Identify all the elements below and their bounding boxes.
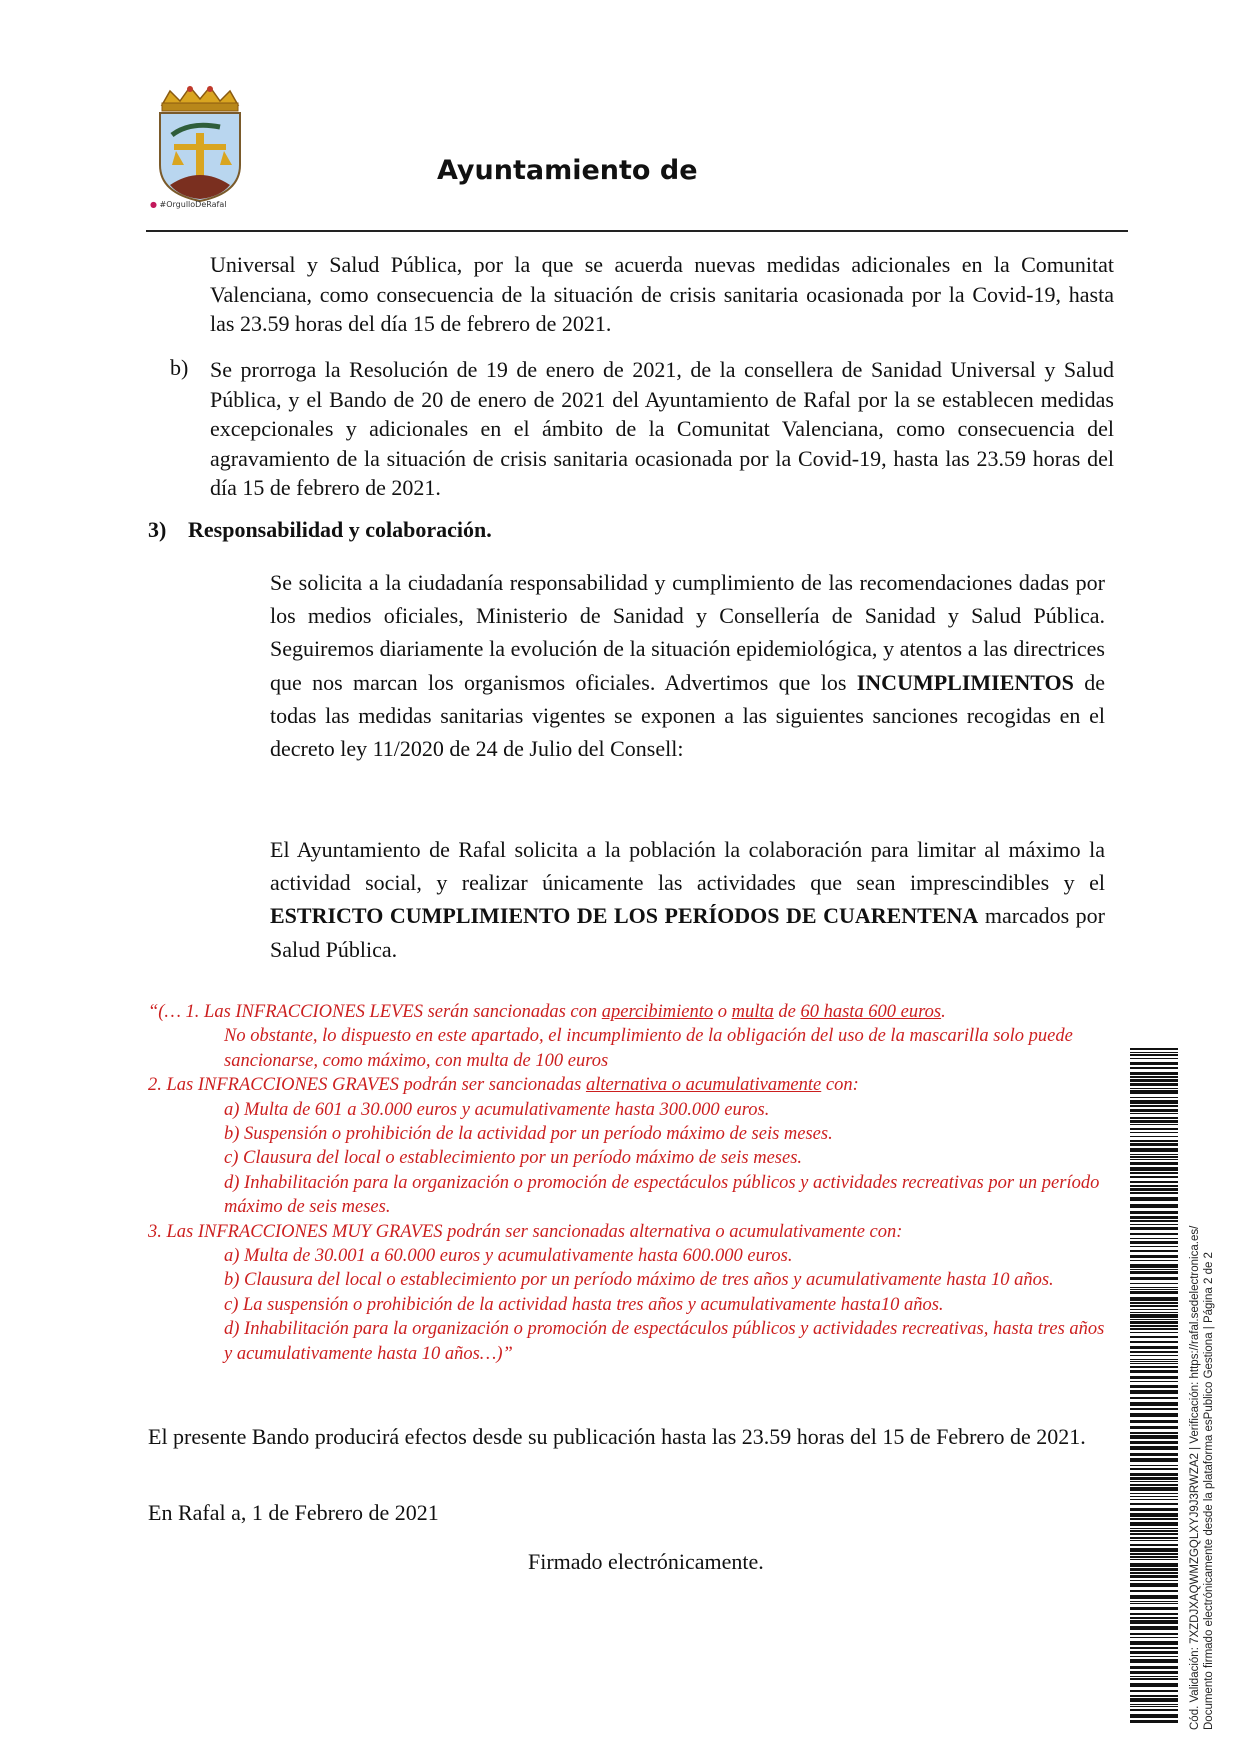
- validation-code-line: Cód. Validación: 7XZDJXAQWMZGQLXYJ9J3RWZA2 | Verificación: https://rafal.sedelectronica.es/: [1189, 1225, 1201, 1730]
- quote-item: b) Suspensión o prohibición de la actividad por un período máximo de seis meses.: [224, 1124, 833, 1145]
- signature-platform-line: Documento firmado electrónicamente desde la plataforma esPublico Gestiona | Página 2 de 2: [1203, 1252, 1215, 1730]
- signature-note: Firmado electrónicamente.: [528, 1549, 764, 1574]
- quote-item: d) Inhabilitación para la organización o promoción de espectáculos públicos y actividades recreativas por un período máximo de seis meses.: [224, 1172, 1100, 1218]
- municipal-crest-logo: [150, 85, 250, 205]
- quote-very-serious-infractions: 3. Las INFRACCIONES MUY GRAVES podrán ser sancionadas alternativa o acumulativamente con:: [148, 1221, 903, 1242]
- social-icons: ●: [150, 200, 160, 209]
- page-title: Ayuntamiento de: [437, 155, 698, 186]
- quote-item: a) Multa de 30.001 a 60.000 euros y acumulativamente hasta 600.000 euros.: [224, 1246, 793, 1267]
- paragraph-a-continuation: Universal y Salud Pública, por la que se acuerda nuevas medidas adicionales en la Comunitat Valenciana, como consecuencia de la situación de crisis sanitaria ocasionada por la Covid-19, hasta las 23.59 horas del día 15 de febrero de 2021.: [210, 252, 1114, 336]
- quote-mask-note: No obstante, lo dispuesto en este apartado, el incumplimiento de la obligación del uso de la mascarilla solo puede sancionarse, como máximo, con multa de 100 euros: [224, 1026, 1073, 1071]
- collaboration-paragraph: El Ayuntamiento de Rafal solicita a la población la colaboración para limitar al máximo la actividad social, y realizar únicamente las actividades que sean imprescindibles y el ESTRICTO CUMPLIMIENTO DE LOS PERÍODOS DE CUARENTENA marcados por Salud Pública.: [270, 837, 1106, 962]
- list-label-b: b): [170, 355, 189, 380]
- social-hashtag: ● #OrgulloDeRafal: [150, 200, 227, 209]
- section-heading: Responsabilidad y colaboración.: [188, 517, 492, 542]
- section-number: 3): [148, 517, 167, 542]
- responsibility-paragraph: Se solicita a la ciudadanía responsabilidad y cumplimiento de las recomendaciones dadas por los medios oficiales, Ministerio de Sanidad y Consellería de Sanidad y Salud Pública. Seguiremos diariamente la evolución de la situación epidemiológica, y atentos a las directrices que nos marcan los organismos oficiales. Advertimos que los INCUMPLIMIENTOS de todas las medidas sanitarias vigentes se exponen a las siguientes sanciones recogidas en el decreto ley 11/2020 de 24 de Julio del Consell:: [270, 570, 1106, 762]
- quote-serious-infractions: 2. Las INFRACCIONES GRAVES podrán ser sancionadas alternativa o acumulativamente con:: [148, 1075, 859, 1096]
- quote-item: b) Clausura del local o establecimiento por un período máximo de tres años y acumulativamente hasta 10 años.: [224, 1270, 1054, 1291]
- header-divider: [146, 230, 1128, 232]
- validation-barcode: [1130, 1048, 1178, 1723]
- place-date: En Rafal a, 1 de Febrero de 2021: [148, 1500, 439, 1525]
- validation-stamp-text: [1188, 1226, 1216, 1730]
- quote-minor-infractions: “(… 1. Las INFRACCIONES LEVES serán sancionadas con apercibimiento o multa de 60 hasta 600 euros.: [148, 1002, 946, 1022]
- list-item-b: Se prorroga la Resolución de 19 de enero de 2021, de la consellera de Sanidad Universal y Salud Pública, y el Bando de 20 de enero de 2021 del Ayuntamiento de Rafal por la se establecen medidas excepcionales y adicionales en el ámbito de la Comunitat Valenciana, como consecuencia del agravamiento de la situación de crisis sanitaria ocasionada por la Covid-19, hasta las 23.59 horas del día 15 de febrero de 2021.: [210, 357, 1114, 500]
- sanctions-quote: [148, 1000, 1108, 1366]
- quote-item: c) La suspensión o prohibición de la actividad hasta tres años y acumulativamente hasta10 años.: [224, 1294, 944, 1315]
- effect-paragraph: El presente Bando producirá efectos desde su publicación hasta las 23.59 horas del 15 de Febrero de 2021.: [148, 1424, 1086, 1449]
- quote-item: c) Clausura del local o establecimiento por un período máximo de seis meses.: [224, 1148, 803, 1169]
- quote-item: a) Multa de 601 a 30.000 euros y acumulativamente hasta 300.000 euros.: [224, 1099, 770, 1120]
- quote-item: d) Inhabilitación para la organización o promoción de espectáculos públicos y actividades recreativas, hasta tres años y acumulativamente hasta 10 años…)”: [224, 1319, 1105, 1364]
